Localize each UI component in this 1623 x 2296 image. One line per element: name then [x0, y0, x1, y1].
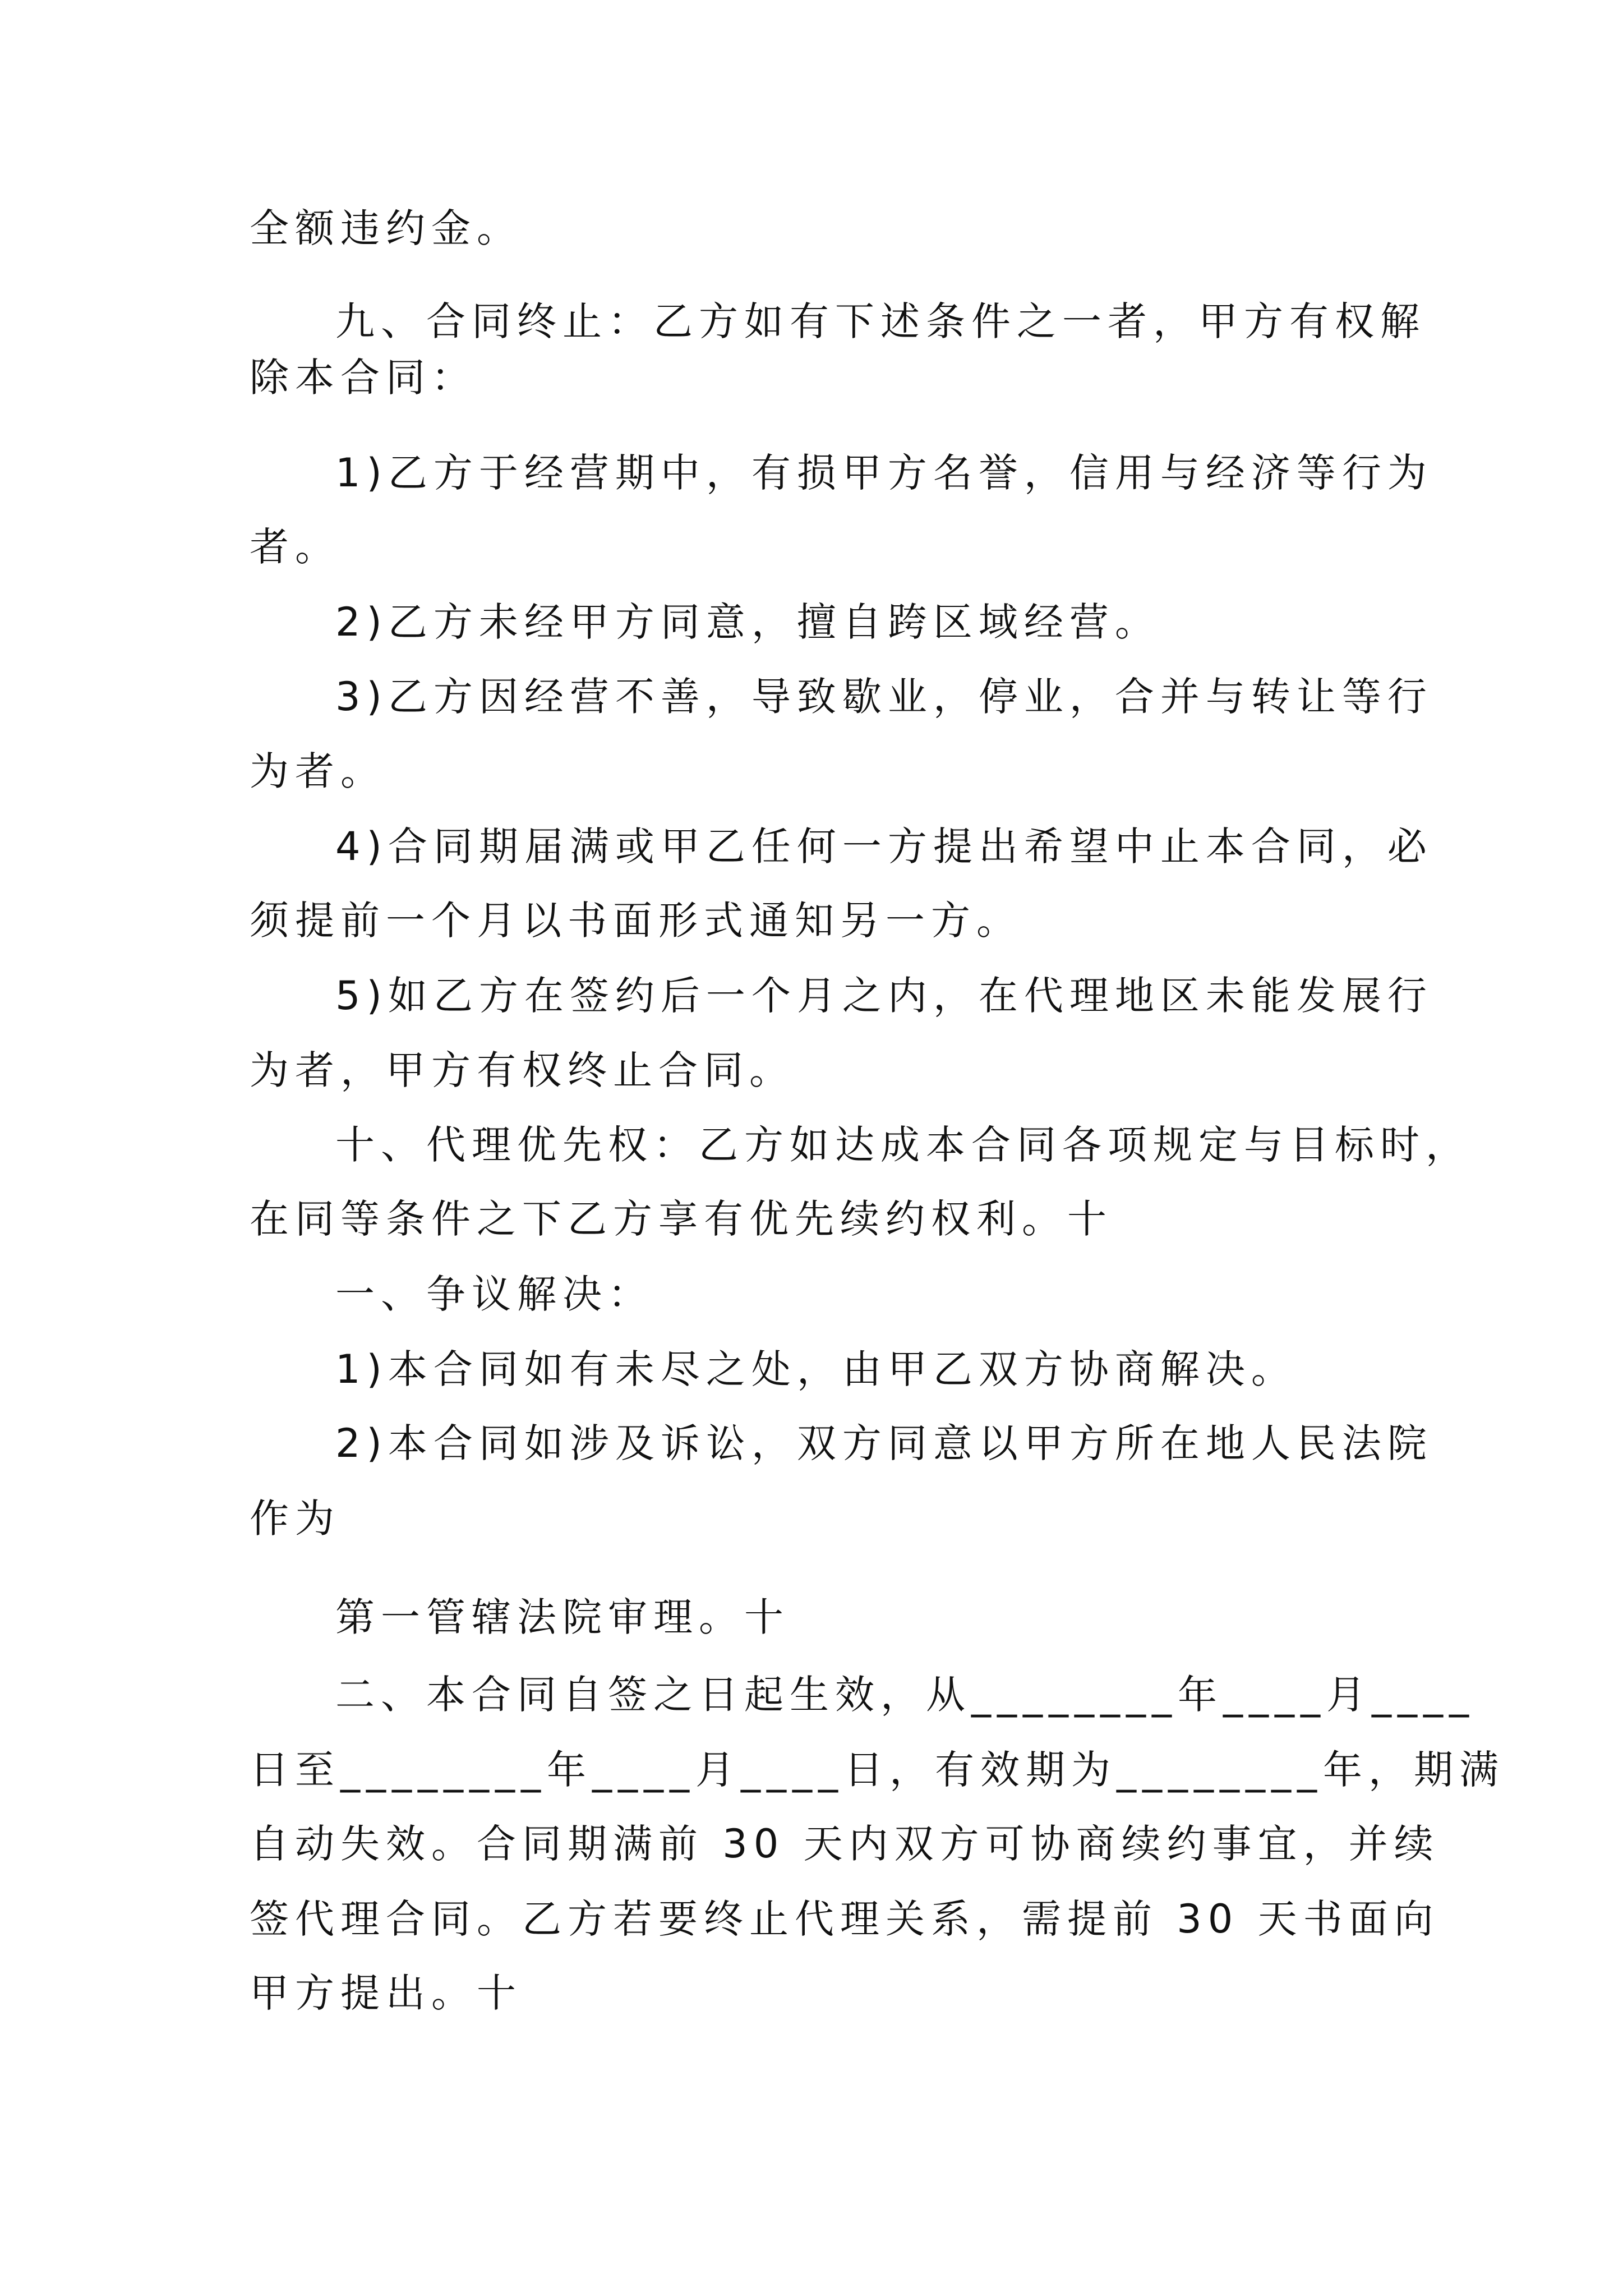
- text-line: 为者，甲方有权终止合同。: [250, 1047, 795, 1093]
- text-line: 二、本合同自签之日起生效，从________年____月____: [335, 1672, 1475, 1718]
- text-line: 须提前一个月以书面形式通知另一方。: [250, 898, 1022, 944]
- text-line: 者。: [250, 524, 340, 570]
- text-line: 4)合同期届满或甲乙任何一方提出希望中止本合同，必: [335, 823, 1433, 869]
- text-line: 九、合同终止：乙方如有下述条件之一者，甲方有权解: [335, 298, 1426, 344]
- text-line: 签代理合同。乙方若要终止代理关系，需提前 30 天书面向: [250, 1896, 1440, 1942]
- text-line: 除本合同：: [250, 355, 477, 401]
- text-line: 日至________年____月____日，有效期为________年，期满: [250, 1747, 1505, 1793]
- text-line: 第一管辖法院审理。十: [335, 1594, 790, 1640]
- text-line: 甲方提出。十: [250, 1970, 522, 2016]
- text-line: 在同等条件之下乙方享有优先续约权利。十: [250, 1196, 1113, 1242]
- text-line: 一、争议解决：: [335, 1271, 653, 1317]
- text-line: 十、代理优先权：乙方如达成本合同各项规定与目标时，: [335, 1122, 1471, 1168]
- text-line: 作为: [250, 1496, 340, 1542]
- text-line: 为者。: [250, 748, 386, 794]
- text-line: 1)乙方于经营期中，有损甲方名誉，信用与经济等行为: [335, 450, 1433, 496]
- text-line: 全额违约金。: [250, 205, 522, 251]
- text-line: 自动失效。合同期满前 30 天内双方可协商续约事宜，并续: [250, 1821, 1440, 1867]
- text-line: 1)本合同如有未尽之处，由甲乙双方协商解决。: [335, 1346, 1297, 1392]
- text-line: 3)乙方因经营不善，导致歇业，停业，合并与转让等行: [335, 674, 1433, 720]
- text-line: 2)乙方未经甲方同意，擅自跨区域经营。: [335, 599, 1160, 645]
- text-line: 5)如乙方在签约后一个月之内，在代理地区未能发展行: [335, 973, 1433, 1019]
- text-line: 2)本合同如涉及诉讼，双方同意以甲方所在地人民法院: [335, 1420, 1433, 1466]
